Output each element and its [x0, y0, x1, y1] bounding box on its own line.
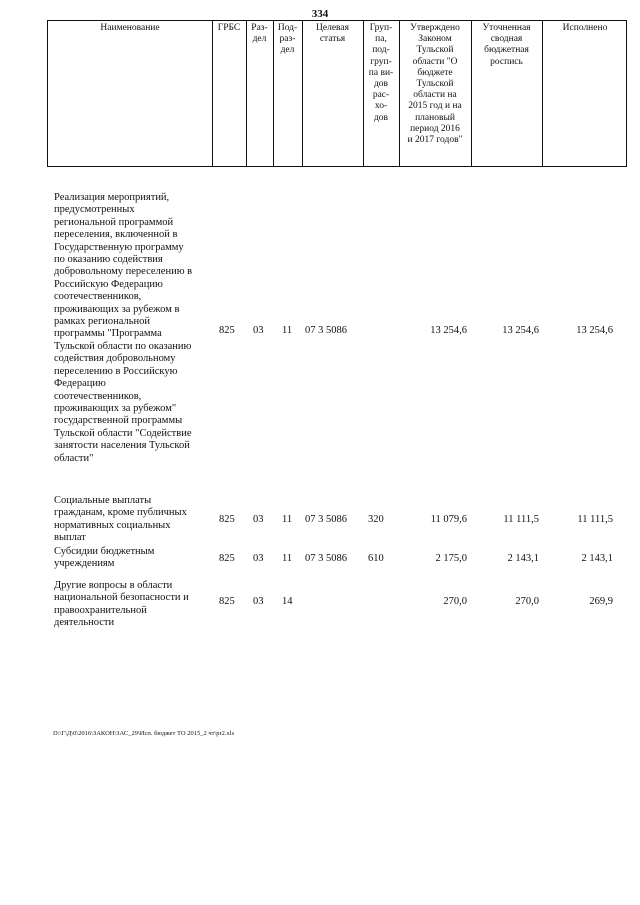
row-name: Социальные выплаты гражданам, кроме публичных нормативных социальных выплат	[54, 495, 187, 544]
row-executed: 11 111,5	[577, 514, 613, 525]
row-approved: 13 254,6	[430, 325, 467, 336]
row-grbs: 825	[219, 553, 235, 564]
table-header	[47, 20, 627, 167]
header-name: Наименование	[100, 23, 160, 33]
row-executed: 269,9	[589, 596, 613, 607]
row-podrazdel: 11	[282, 514, 293, 525]
row-target: 07 3 5086	[305, 553, 347, 564]
row-razdel: 03	[253, 514, 264, 525]
header-grbs: ГРБС	[217, 23, 241, 33]
row-razdel: 03	[253, 553, 264, 564]
row-target: 07 3 5086	[305, 325, 347, 336]
row-executed: 2 143,1	[581, 553, 613, 564]
row-grbs: 825	[219, 514, 235, 525]
row-podrazdel: 11	[282, 325, 293, 336]
header-approved: Утверждено Законом Тульской области "О бюджете Тульской области на 2015 год и на плановый период 2016 и 2017 годов"	[407, 23, 463, 146]
header-refined: Уточненная сводная бюджетная роспись	[482, 23, 531, 67]
row-refined: 270,0	[515, 596, 539, 607]
column-divider	[542, 21, 543, 166]
page-number: 334	[311, 8, 329, 20]
row-target: 07 3 5086	[305, 514, 347, 525]
row-approved: 270,0	[443, 596, 467, 607]
row-name: Реализация мероприятий, предусмотренных региональной программой переселения, включенной в Государственную программу по оказанию содействия добровольному переселению в Российскую Федерацию соотечественников, проживающих за рубежом в рамках региональной программы "Программа Тульской области по оказанию содействия добровольному переселению в Российскую Федерацию соотечественников, проживающих за рубежом" государственной программы Тульской области "Содействие занятости населения Тульской области"	[54, 192, 193, 464]
row-grbs: 825	[219, 596, 235, 607]
row-razdel: 03	[253, 596, 264, 607]
column-divider	[212, 21, 213, 166]
row-grbs: 825	[219, 325, 235, 336]
header-razdel: Раз- дел	[251, 23, 268, 45]
row-refined: 11 111,5	[503, 514, 539, 525]
row-podrazdel: 14	[282, 596, 293, 607]
row-razdel: 03	[253, 325, 264, 336]
row-approved: 11 079,6	[430, 514, 467, 525]
row-podrazdel: 11	[282, 553, 293, 564]
row-refined: 13 254,6	[502, 325, 539, 336]
row-approved: 2 175,0	[435, 553, 467, 564]
file-path-footer: D:\Г\Д\0\2016\ЗАКОН\ЗАС_29\Исп. бюджет ТО 2015_2 чт\pr2.xls	[53, 730, 235, 737]
row-refined: 2 143,1	[507, 553, 539, 564]
header-podrazdel: Под- раз- дел	[277, 23, 298, 56]
row-executed: 13 254,6	[576, 325, 613, 336]
row-name: Субсидии бюджетным учреждениям	[54, 546, 155, 570]
header-executed: Исполнено	[562, 23, 608, 33]
row-group: 610	[368, 553, 384, 564]
header-target: Целевая статья	[316, 23, 349, 45]
row-name: Другие вопросы в области национальной безопасности и правоохранительной деятельности	[54, 580, 189, 629]
row-group: 320	[368, 514, 384, 525]
header-group: Груп- па, под- груп- па ви- дов рас- хо- дов	[368, 23, 394, 123]
